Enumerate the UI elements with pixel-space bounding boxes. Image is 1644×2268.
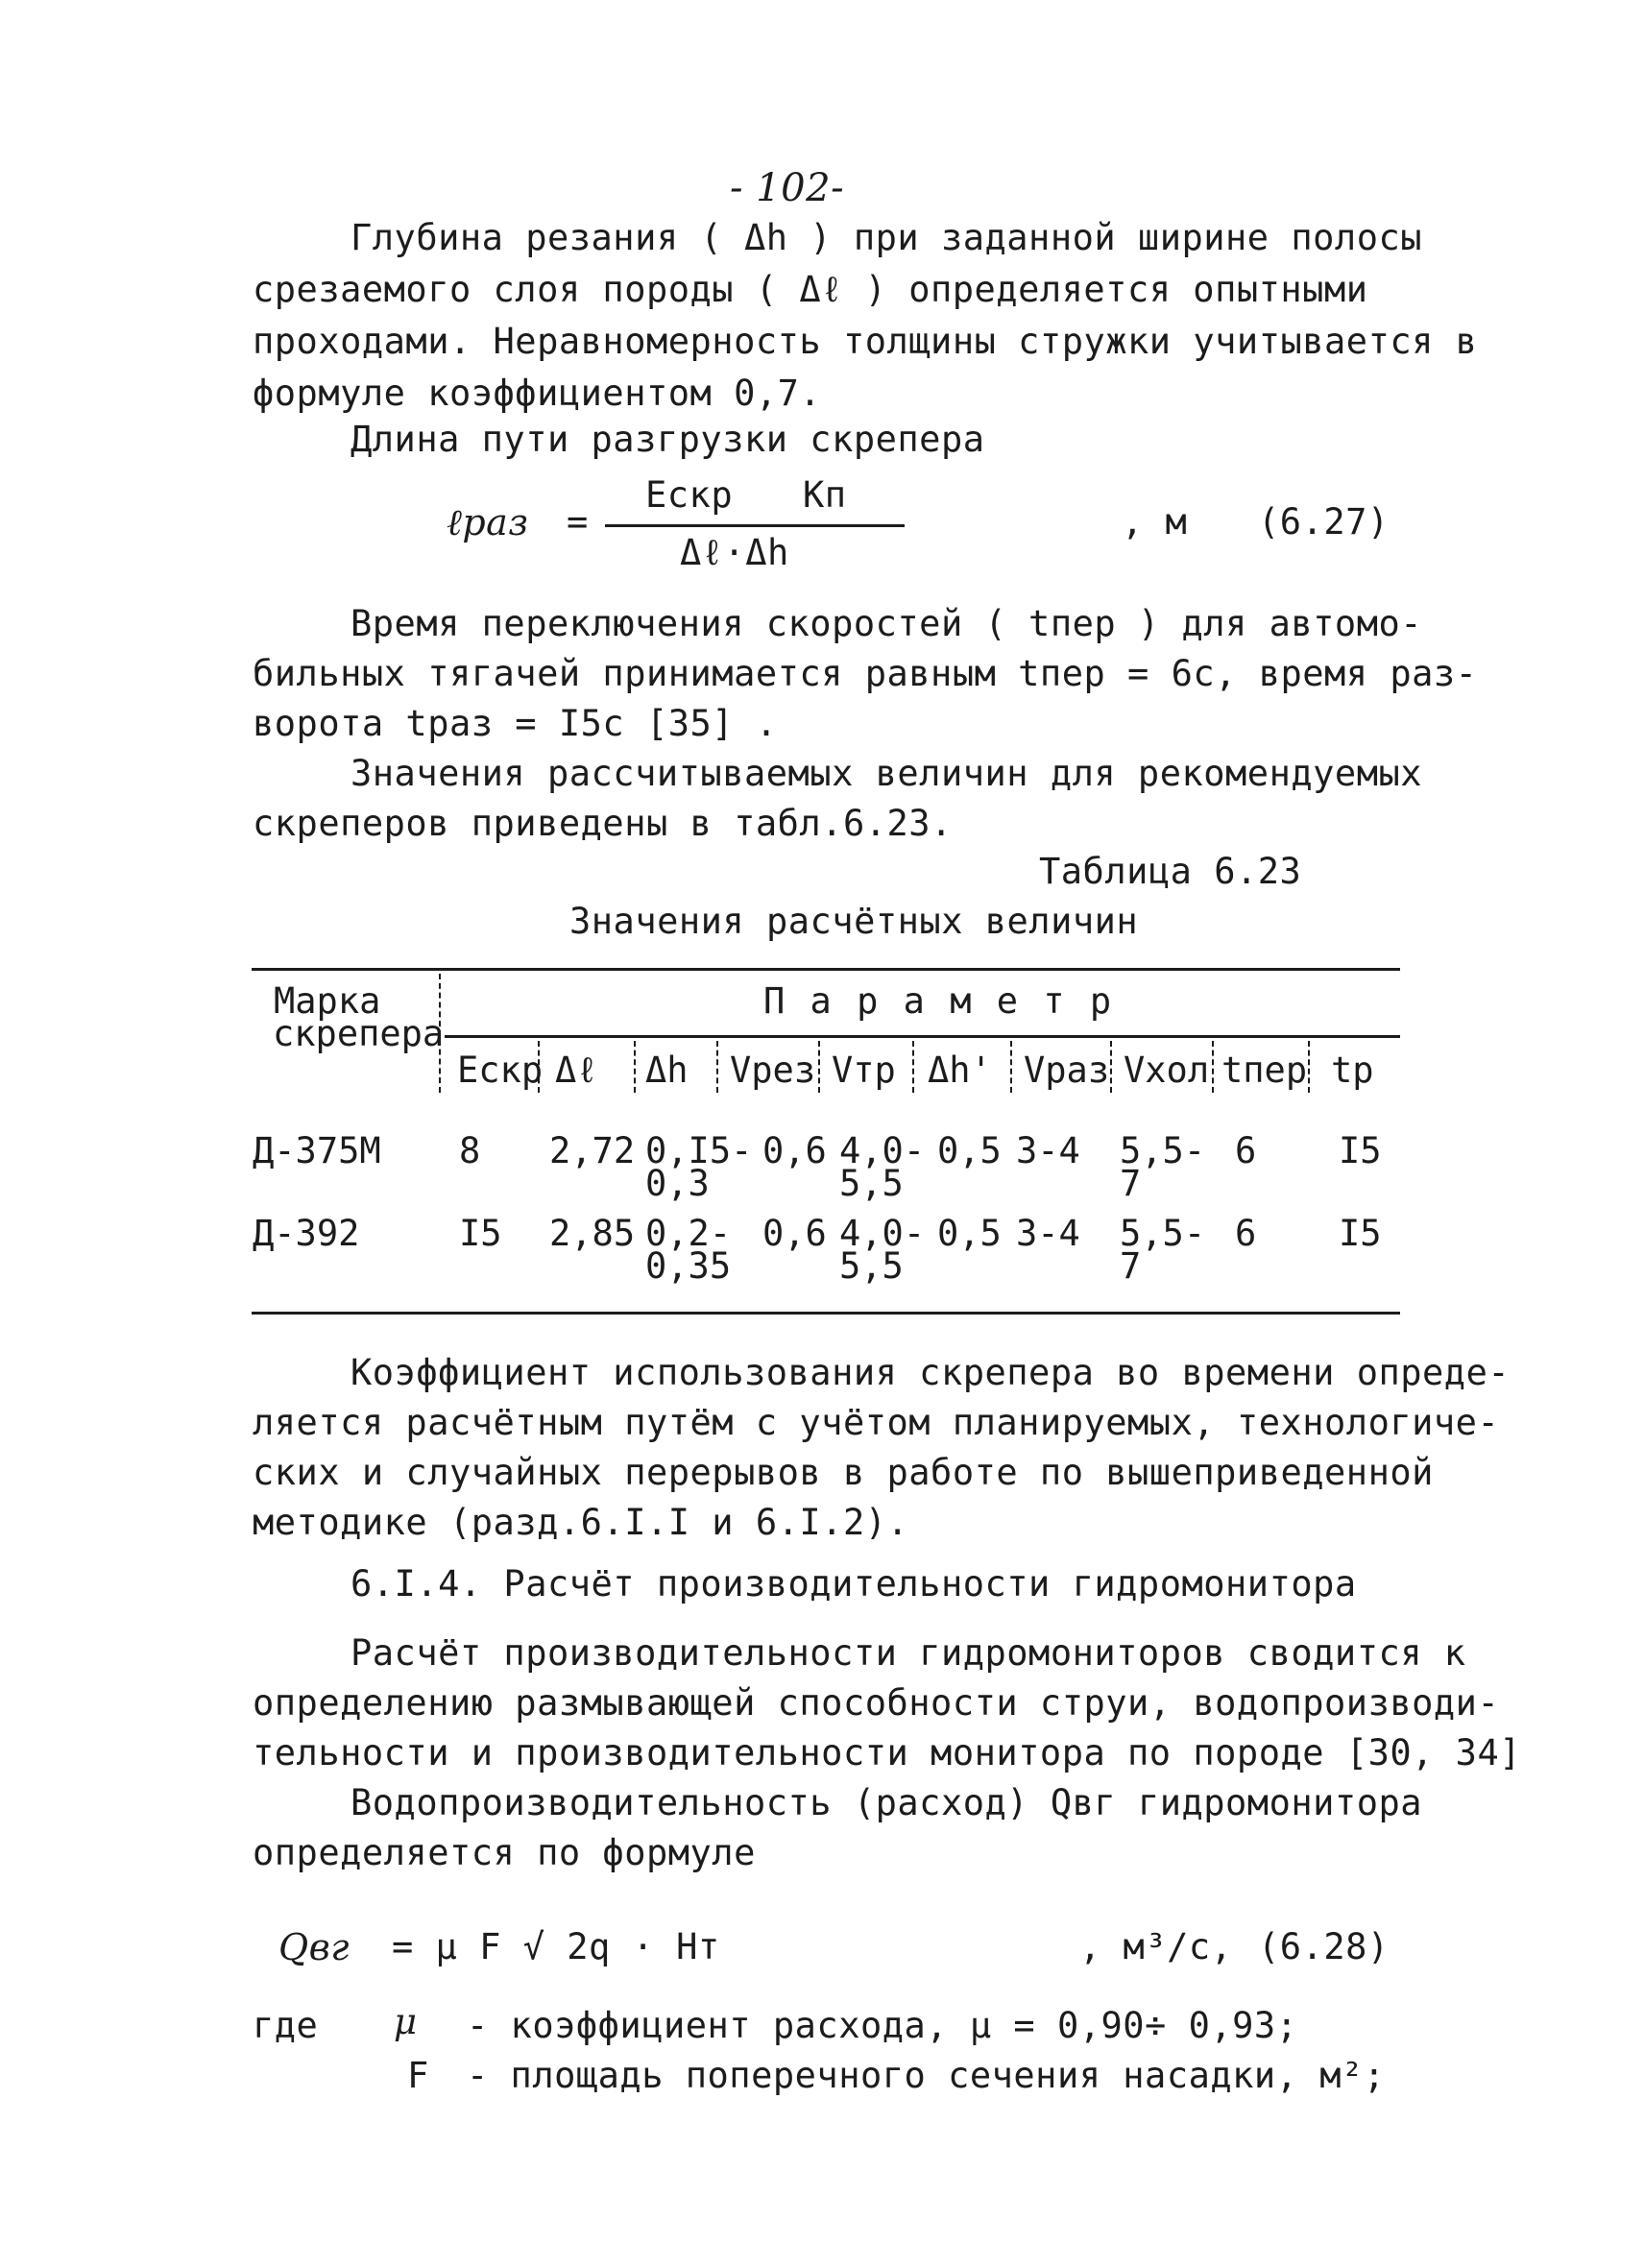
col-separator xyxy=(716,1041,718,1093)
table-cell: 3-4 xyxy=(1016,1130,1080,1171)
table-cell: 2,72 xyxy=(549,1130,636,1171)
para7-line2: определяется по формуле xyxy=(253,1832,756,1873)
formula-lhs: ℓраз xyxy=(447,501,529,543)
col-separator xyxy=(818,1041,820,1093)
table-cell: 6 xyxy=(1235,1213,1257,1254)
table-cell: 5,5 xyxy=(839,1245,904,1287)
table-cell: 5,5- xyxy=(1120,1213,1206,1254)
param-header: Δℓ xyxy=(555,1050,598,1091)
param-header: Δh' xyxy=(928,1050,992,1091)
table-cell: 4,0- xyxy=(839,1213,926,1254)
col-separator xyxy=(1212,1041,1214,1093)
where-prefix: где xyxy=(253,2005,319,2046)
formula-number: (6.27) xyxy=(1258,501,1390,543)
table-caption: Значения расчётных величин xyxy=(569,901,1139,942)
section-heading: 6.I.4. Расчёт производительности гидромонитора xyxy=(351,1563,1357,1604)
table-label: Таблица 6.23 xyxy=(1039,851,1302,892)
formula-numerator-b: Kп xyxy=(803,474,847,516)
col-separator xyxy=(912,1041,914,1093)
table-top-rule xyxy=(252,968,1400,971)
para4-line1: Значения рассчитываемых величин для рекомендуемых xyxy=(351,753,1423,794)
table-cell: 0,6 xyxy=(762,1213,827,1254)
fraction-bar xyxy=(605,524,905,527)
table-cell: 0,6 xyxy=(762,1130,827,1171)
table-cell: 5,5 xyxy=(839,1163,904,1204)
param-header: tпер xyxy=(1221,1050,1308,1091)
para1-line1: Глубина резания ( Δh ) при заданной ширине полосы xyxy=(351,217,1423,258)
param-header: Vтр xyxy=(832,1050,896,1091)
table-cell: I5 xyxy=(1339,1213,1382,1254)
param-header: Vрез xyxy=(730,1050,816,1091)
formula-denominator: Δℓ·Δh xyxy=(680,532,789,573)
table-cell: I5 xyxy=(459,1213,502,1254)
table-cell: I5 xyxy=(1339,1130,1382,1171)
table-cell: 7 xyxy=(1120,1163,1142,1204)
param-header: Δh xyxy=(645,1050,689,1091)
para7-line1: Водопроизводительность (расход) Qвг гидромонитора xyxy=(351,1782,1423,1823)
para3-line2: бильных тягачей принимается равным tпер = 6с, время раз- xyxy=(253,653,1478,694)
para5-line3: ских и случайных перерывов в работе по вышеприведенной xyxy=(253,1452,1434,1493)
table-row-brand: Д-375М xyxy=(253,1130,381,1171)
para1-line3: проходами. Неравномерность толщины стружки учитывается в xyxy=(253,321,1478,362)
table-cell: 8 xyxy=(459,1130,481,1171)
formula-628-lhs: Qвг xyxy=(278,1926,350,1968)
col-separator xyxy=(1110,1041,1112,1093)
table-cell: 4,0- xyxy=(839,1130,926,1171)
para2: Длина пути разгрузки скрепера xyxy=(351,419,985,460)
table-cell: 0,I5- xyxy=(645,1130,753,1171)
table-cell: 2,85 xyxy=(549,1213,636,1254)
para6-line1: Расчёт производительности гидромониторов сводится к xyxy=(351,1632,1466,1674)
table-cell: 0,5 xyxy=(937,1130,1002,1171)
formula-628-number: (6.28) xyxy=(1258,1926,1390,1967)
param-header: Vхол xyxy=(1124,1050,1210,1091)
group-header: П а р а м е т р xyxy=(763,980,1114,1022)
para6-line3: тельности и производительности монитора по породе [30, 34] xyxy=(253,1732,1522,1773)
para4-line2: скреперов приведены в табл.6.23. xyxy=(253,803,953,844)
para5-line4: методике (разд.6.I.I и 6.I.2). xyxy=(253,1502,909,1543)
formula-numerator-a: Eскр xyxy=(645,474,734,516)
formula-628-unit: , м³/с, xyxy=(1079,1926,1233,1967)
formula-equals: = xyxy=(567,501,589,543)
para1-line4: формуле коэффициентом 0,7. xyxy=(253,373,822,414)
col-separator xyxy=(634,1041,636,1093)
brand-header-line1: Марка xyxy=(274,980,381,1022)
table-group-rule xyxy=(445,1035,1400,1038)
table-row-brand: Д-392 xyxy=(253,1213,360,1254)
table-cell: 0,35 xyxy=(645,1245,732,1287)
table-cell: 6 xyxy=(1235,1130,1257,1171)
formula-628-rhs: = μ F √ 2q · Hт xyxy=(392,1926,720,1967)
formula-unit: , м xyxy=(1122,501,1188,543)
para5-line1: Коэффициент использования скрепера во времени опреде- xyxy=(351,1352,1511,1393)
para3-line3: ворота tраз = I5с [35] . xyxy=(253,703,778,744)
param-header: Vраз xyxy=(1024,1050,1110,1091)
para3-line1: Время переключения скоростей ( tпер ) для автомо- xyxy=(351,603,1423,644)
table-bottom-rule xyxy=(252,1312,1400,1315)
where-symbol: F xyxy=(407,2055,429,2096)
table-cell: 0,5 xyxy=(937,1213,1002,1254)
table-cell: 3-4 xyxy=(1016,1213,1080,1254)
para6-line2: определению размывающей способности струи, водопроизводи- xyxy=(253,1682,1500,1724)
para1-line2: срезаемого слоя породы ( Δℓ ) определяется опытными xyxy=(253,269,1368,310)
param-header: Eскр xyxy=(457,1050,544,1091)
table-cell: 7 xyxy=(1120,1245,1142,1287)
table-cell: 5,5- xyxy=(1120,1130,1206,1171)
brand-header-line2: скрепера xyxy=(273,1013,445,1054)
where-text: - коэффициент расхода, μ = 0,90÷ 0,93; xyxy=(467,2005,1298,2046)
col-separator xyxy=(1010,1041,1012,1093)
where-text: - площадь поперечного сечения насадки, м²; xyxy=(467,2055,1386,2096)
col-separator xyxy=(1308,1041,1310,1093)
table-cell: 0,3 xyxy=(645,1163,710,1204)
where-symbol: μ xyxy=(394,2001,418,2042)
page-number: - 102- xyxy=(730,166,845,210)
para5-line2: ляется расчётным путём с учётом планируемых, технологиче- xyxy=(253,1402,1500,1443)
param-header: tр xyxy=(1331,1050,1374,1091)
table-cell: 0,2- xyxy=(645,1213,732,1254)
